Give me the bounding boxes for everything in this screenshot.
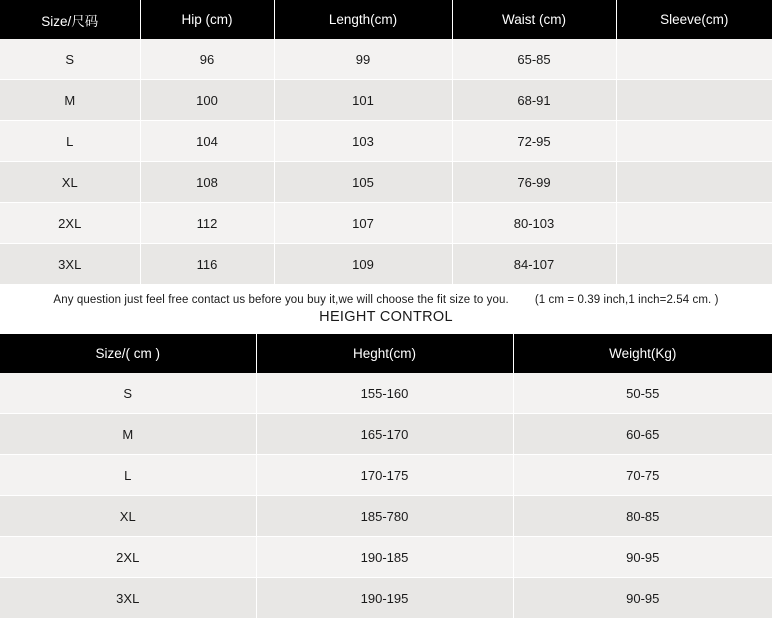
height-control-table <box>0 334 772 619</box>
cell-length: 105 <box>274 162 452 203</box>
size-note-text: Any question just feel free contact us before you buy it,we will choose the fit size to you. <box>53 294 509 306</box>
column-header-sleeve: Sleeve(cm) <box>616 0 772 39</box>
cell-size: XL <box>0 496 256 537</box>
cell-waist: 68-91 <box>452 80 616 121</box>
cell-hip: 108 <box>140 162 274 203</box>
size-chart-table <box>0 0 772 285</box>
cell-waist: 72-95 <box>452 121 616 162</box>
cell-hip: 112 <box>140 203 274 244</box>
cell-weight: 90-95 <box>513 537 772 578</box>
column-header-size: Size/( cm ) <box>0 334 256 373</box>
cell-weight: 60-65 <box>513 414 772 455</box>
cell-size: L <box>0 455 256 496</box>
table-row <box>0 80 772 121</box>
cell-height: 190-195 <box>256 578 513 619</box>
table-header-row <box>0 334 772 373</box>
table-row <box>0 162 772 203</box>
table-row <box>0 244 772 285</box>
cell-weight: 50-55 <box>513 373 772 414</box>
cell-waist: 80-103 <box>452 203 616 244</box>
column-header-hip: Hip (cm) <box>140 0 274 39</box>
section-title-height-control: HEIGHT CONTROL <box>319 309 453 325</box>
cell-height: 155-160 <box>256 373 513 414</box>
cell-sleeve <box>616 121 772 162</box>
column-header-weight: Weight(Kg) <box>513 334 772 373</box>
cell-waist: 76-99 <box>452 162 616 203</box>
cell-sleeve <box>616 162 772 203</box>
table-row <box>0 373 772 414</box>
cell-sleeve <box>616 39 772 80</box>
cell-length: 99 <box>274 39 452 80</box>
table-header-row <box>0 0 772 39</box>
cell-size: M <box>0 80 140 121</box>
cell-weight: 70-75 <box>513 455 772 496</box>
table-row <box>0 537 772 578</box>
cell-size: 2XL <box>0 203 140 244</box>
cell-waist: 84-107 <box>452 244 616 285</box>
cell-length: 101 <box>274 80 452 121</box>
cell-hip: 104 <box>140 121 274 162</box>
cell-height: 185-780 <box>256 496 513 537</box>
unit-conversion-note: (1 cm = 0.39 inch,1 inch=2.54 cm. ) <box>534 294 719 306</box>
cell-size: 3XL <box>0 244 140 285</box>
cell-length: 103 <box>274 121 452 162</box>
table-row <box>0 578 772 619</box>
cell-height: 170-175 <box>256 455 513 496</box>
cell-size: 3XL <box>0 578 256 619</box>
cell-length: 109 <box>274 244 452 285</box>
cell-sleeve <box>616 80 772 121</box>
cell-hip: 96 <box>140 39 274 80</box>
cell-size: 2XL <box>0 537 256 578</box>
cell-size: L <box>0 121 140 162</box>
cell-waist: 65-85 <box>452 39 616 80</box>
column-header-waist: Waist (cm) <box>452 0 616 39</box>
cell-size: S <box>0 39 140 80</box>
cell-sleeve <box>616 203 772 244</box>
table-row <box>0 39 772 80</box>
cell-hip: 116 <box>140 244 274 285</box>
table-row <box>0 496 772 537</box>
cell-height: 190-185 <box>256 537 513 578</box>
column-header-height: Heght(cm) <box>256 334 513 373</box>
table-row <box>0 203 772 244</box>
table-row <box>0 121 772 162</box>
cell-weight: 90-95 <box>513 578 772 619</box>
table-row <box>0 414 772 455</box>
cell-height: 165-170 <box>256 414 513 455</box>
cell-size: XL <box>0 162 140 203</box>
cell-size: M <box>0 414 256 455</box>
table-row <box>0 455 772 496</box>
cell-sleeve <box>616 244 772 285</box>
cell-length: 107 <box>274 203 452 244</box>
cell-hip: 100 <box>140 80 274 121</box>
cell-size: S <box>0 373 256 414</box>
column-header-size: Size/尺码 <box>0 0 140 39</box>
cell-weight: 80-85 <box>513 496 772 537</box>
size-note <box>0 285 772 306</box>
column-header-length: Length(cm) <box>274 0 452 39</box>
